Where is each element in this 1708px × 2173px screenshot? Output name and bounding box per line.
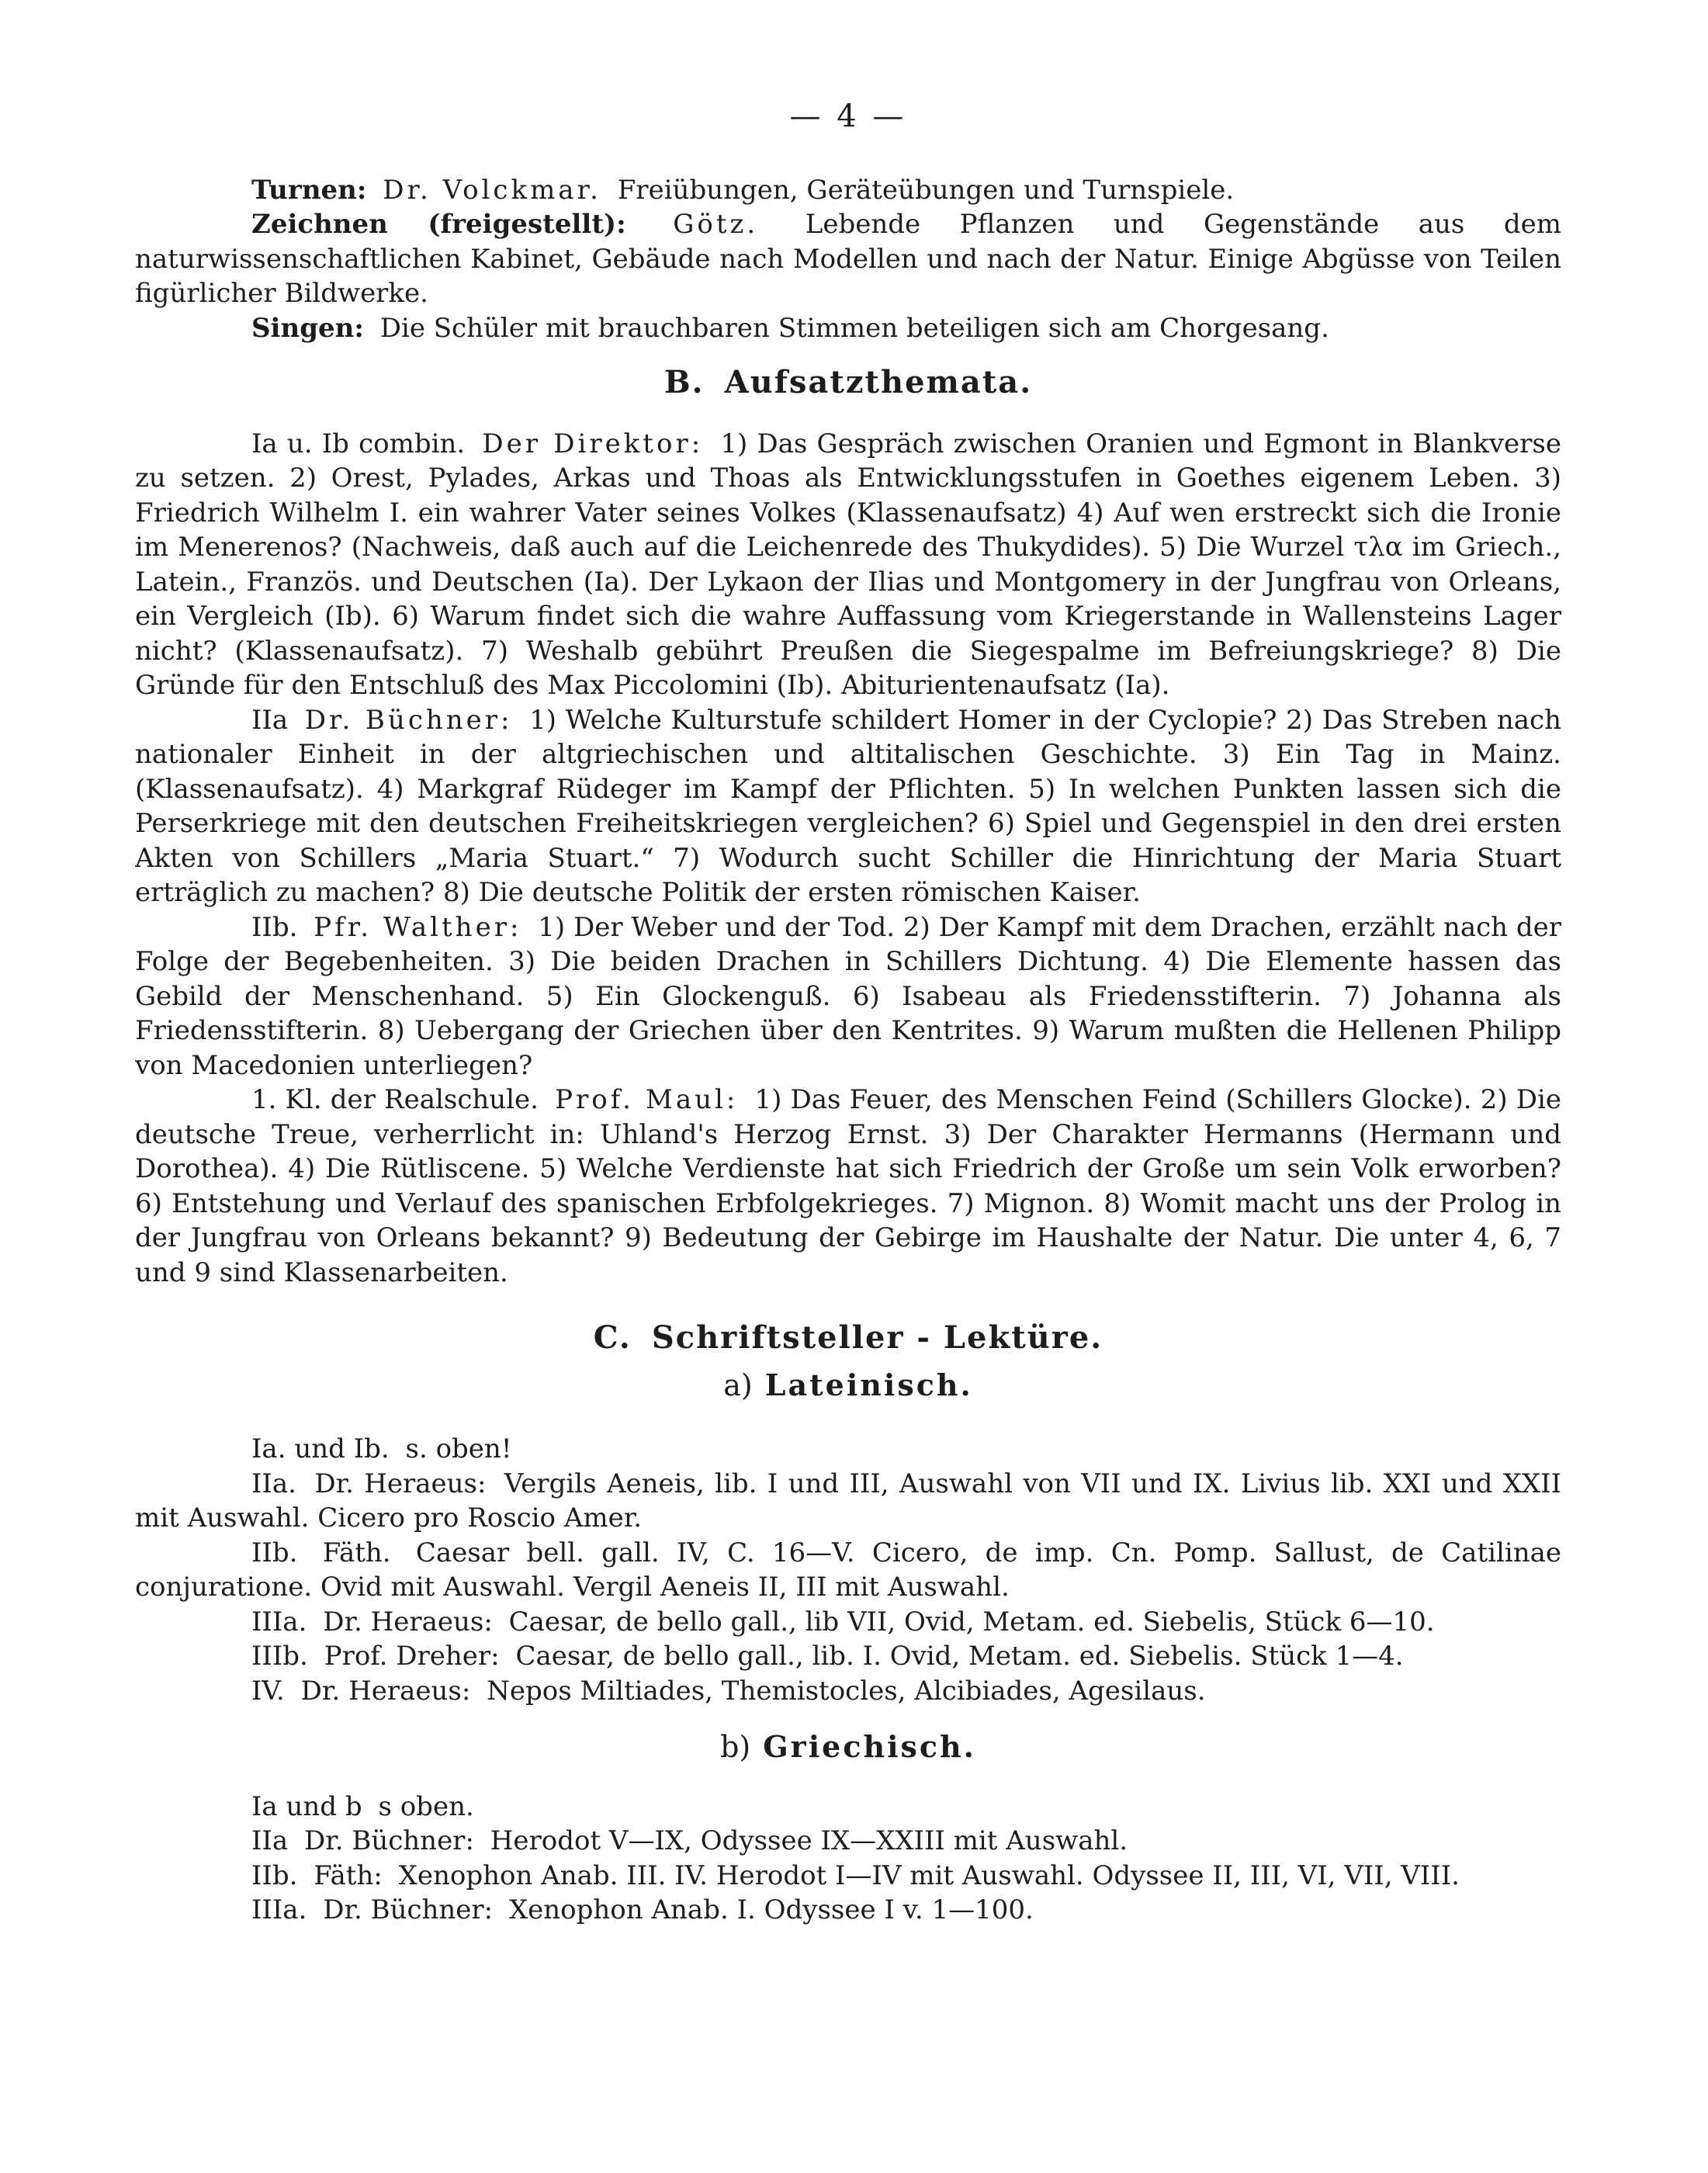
- document-page: [135, 99, 1561, 2133]
- aufsatz-teacher: Prof. Maul:: [555, 1084, 739, 1115]
- entry-teacher: Fäth:: [314, 1859, 383, 1891]
- latin-entry: [135, 1536, 1561, 1605]
- entry-class: IIb.: [251, 1537, 298, 1568]
- greek-entry: [135, 1893, 1561, 1928]
- aufsatz-text: 1) Welche Kulturstufe schildert Homer in der Cyclopie? 2) Das Streben nach nationaler Einheit in der altgriechischen und altitalischen Geschichte. 3) Ein Tag in Mainz. (Klassenaufsatz). 4) Markgraf Rüdeger im Kampf der Pflichten. 5) In welchen Punkten lassen sich die Perserkriege mit den deutschen Freiheitskriegen vergleichen? 6) Spiel und Gegenspiel in den drei ersten Akten von Schillers „Maria Stuart.“ 7) Wodurch sucht Schiller die Hinrichtung der Maria Stuart erträglich zu machen? 8) Die deutsche Politik der ersten römischen Kaiser.: [135, 704, 1561, 908]
- entry-text: Herodot V—IX, Odyssee IX—XXIII mit Auswahl.: [490, 1825, 1128, 1856]
- entry-text: s oben.: [378, 1790, 474, 1822]
- turnen-paragraph: [135, 173, 1561, 208]
- latin-letter: a): [723, 1367, 753, 1402]
- entry-teacher: Dr. Heraeus:: [314, 1468, 487, 1499]
- entry-class: IIb.: [251, 1859, 298, 1891]
- entry-teacher: Dr. Büchner:: [323, 1894, 494, 1925]
- section-b-title: Aufsatzthemata.: [724, 364, 1033, 400]
- latin-entry: [135, 1467, 1561, 1536]
- section-c-letter: C.: [593, 1319, 632, 1356]
- latin-entry: [135, 1432, 1561, 1467]
- turnen-text: Freiübungen, Geräteübungen und Turnspiele.: [617, 174, 1235, 206]
- aufsatz-text: 1) Das Gespräch zwischen Oranien und Egmont in Blankverse zu setzen. 2) Orest, Pylades, Arkas und Thoas als Entwicklungsstufen in Goethes eigenem Leben. 3) Friedrich Wilhelm I. ein wahrer Vater seines Volkes (Klassenaufsatz) 4) Auf wen erstreckt sich die Ironie im Menerenos? (Nachweis, daß auch auf die Leichenrede des Thukydides). 5) Die Wurzel τλα im Griech., Latein., Französ. und Deutschen (Ia). Der Lykaon der Ilias und Montgomery in der Jungfrau von Orleans, ein Vergleich (Ib). 6) Warum findet sich die wahre Auffassung vom Kriegerstande in Wallensteins Lager nicht? (Klassenaufsatz). 7) Weshalb gebührt Preußen die Siegespalme im Befreiungskriege? 8) Die Gründe für den Entschluß des Max Piccolomini (Ib). Abiturientenaufsatz (Ia).: [135, 428, 1561, 701]
- section-c-title: Schriftsteller - Lektüre.: [651, 1319, 1103, 1356]
- latin-entry: [135, 1674, 1561, 1709]
- turnen-teacher: Dr. Volckmar.: [383, 174, 601, 206]
- entry-text: Caesar, de bello gall., lib. I. Ovid, Metam. ed. Siebelis. Stück 1—4.: [515, 1641, 1404, 1672]
- aufsatz-class: IIb.: [251, 911, 298, 943]
- greek-entry: [135, 1859, 1561, 1894]
- entry-text: Caesar, de bello gall., lib VII, Ovid, Metam. ed. Siebelis, Stück 6—10.: [508, 1606, 1435, 1638]
- turnen-label: Turnen:: [251, 174, 367, 206]
- entry-text: Nepos Miltiades, Themistocles, Alcibiades, Agesilaus.: [487, 1675, 1206, 1707]
- entry-teacher: Prof. Dreher:: [324, 1641, 500, 1672]
- section-c-heading: [135, 1321, 1561, 1356]
- entry-text: Xenophon Anab. I. Odyssee I v. 1—100.: [508, 1894, 1034, 1925]
- aufsatz-class: 1. Kl. der Realschule.: [251, 1084, 539, 1115]
- aufsatz-teacher: Dr. Büchner:: [304, 704, 513, 736]
- greek-subheading: [135, 1730, 1561, 1765]
- greek-title: Griechisch.: [763, 1729, 976, 1764]
- entry-teacher: Dr. Heraeus:: [300, 1675, 471, 1707]
- entry-text: Vergils Aeneis, lib. I und III, Auswahl von VII und IX. Livius lib. XXI und XXII mit Auswahl. Cicero pro Roscio Amer.: [135, 1468, 1561, 1534]
- aufsatz-paragraph: [135, 703, 1561, 910]
- singen-text: Die Schüler mit brauchbaren Stimmen beteiligen sich am Chorgesang.: [379, 312, 1329, 344]
- entry-class: Ia und b: [251, 1790, 362, 1822]
- aufsatz-paragraph: [135, 427, 1561, 703]
- entry-class: IIIb.: [251, 1641, 308, 1672]
- entry-class: IIIa.: [251, 1894, 307, 1925]
- aufsatz-text: 1) Der Weber und der Tod. 2) Der Kampf mit dem Drachen, erzählt nach der Folge der Begebenheiten. 3) Die beiden Drachen in Schillers Dichtung. 4) Die Elemente hassen das Gebild der Menschenhand. 5) Ein Glockenguß. 6) Isabeau als Friedensstifterin. 7) Johanna als Friedensstifterin. 8) Uebergang der Griechen über den Kentrites. 9) Warum mußten die Hellenen Philipp von Macedonien unterliegen?: [135, 911, 1561, 1081]
- entry-text: Caesar bell. gall. IV, C. 16—V. Cicero, de imp. Cn. Pomp. Sallust, de Catilinae conjuratione. Ovid mit Auswahl. Vergil Aeneis II, III mit Auswahl.: [135, 1537, 1561, 1603]
- zeichnen-teacher: Götz.: [673, 209, 759, 240]
- zeichnen-text: Lebende Pflanzen und Gegenstände aus dem naturwissenschaftlichen Kabinet, Gebäude nach Modellen und nach der Natur. Einige Abgüsse von Teilen figürlicher Bildwerke.: [135, 209, 1561, 309]
- aufsatz-paragraph: [135, 910, 1561, 1083]
- aufsatz-class: Ia u. Ib combin.: [251, 428, 466, 459]
- entry-teacher: Dr. Heraeus:: [323, 1606, 493, 1638]
- entry-class: IIa.: [251, 1468, 296, 1499]
- aufsatz-paragraph: [135, 1083, 1561, 1290]
- latin-title: Lateinisch.: [764, 1367, 973, 1402]
- entry-teacher: Dr. Büchner:: [303, 1825, 474, 1856]
- entry-class: Ia. und Ib.: [251, 1433, 390, 1464]
- page-number: — 4 —: [789, 99, 907, 134]
- entry-text: Xenophon Anab. III. IV. Herodot I—IV mit Auswahl. Odyssee II, III, VI, VII, VIII.: [398, 1859, 1460, 1891]
- entry-class: IV.: [251, 1675, 285, 1707]
- greek-letter: b): [720, 1730, 751, 1764]
- entry-class: IIIa.: [251, 1606, 307, 1638]
- zeichnen-label: Zeichnen (freigestellt):: [251, 209, 626, 240]
- zeichnen-paragraph: [135, 207, 1561, 311]
- greek-entry: [135, 1824, 1561, 1859]
- aufsatz-teacher: Der Direktor:: [482, 428, 704, 459]
- section-b-heading: [135, 366, 1561, 400]
- entry-text: s. oben!: [405, 1433, 512, 1464]
- greek-entry: [135, 1790, 1561, 1825]
- aufsatz-class: IIa: [251, 704, 289, 736]
- section-b-letter: B.: [663, 364, 705, 400]
- singen-label: Singen:: [251, 312, 364, 344]
- entry-teacher: Fäth.: [322, 1537, 391, 1568]
- latin-entry: [135, 1605, 1561, 1640]
- latin-entry: [135, 1639, 1561, 1674]
- latin-subheading: [135, 1368, 1561, 1403]
- entry-class: IIa: [251, 1825, 289, 1856]
- aufsatz-text: 1) Das Feuer, des Menschen Feind (Schillers Glocke). 2) Die deutsche Treue, verherrlicht in: Uhland's Herzog Ernst. 3) Der Charakter Hermanns (Hermann und Dorothea). 4) Die Rütliscene. 5) Welche Verdienste hat sich Friedrich der Große um sein Volk erworben? 6) Entstehung und Verlauf des spanischen Erbfolgekrieges. 7) Mignon. 8) Womit macht uns der Prolog in der Jungfrau von Orleans bekannt? 9) Bedeutung der Gebirge im Haushalte der Natur. Die unter 4, 6, 7 und 9 sind Klassenarbeiten.: [135, 1084, 1561, 1288]
- singen-paragraph: [135, 311, 1561, 346]
- aufsatz-teacher: Pfr. Walther:: [314, 911, 522, 943]
